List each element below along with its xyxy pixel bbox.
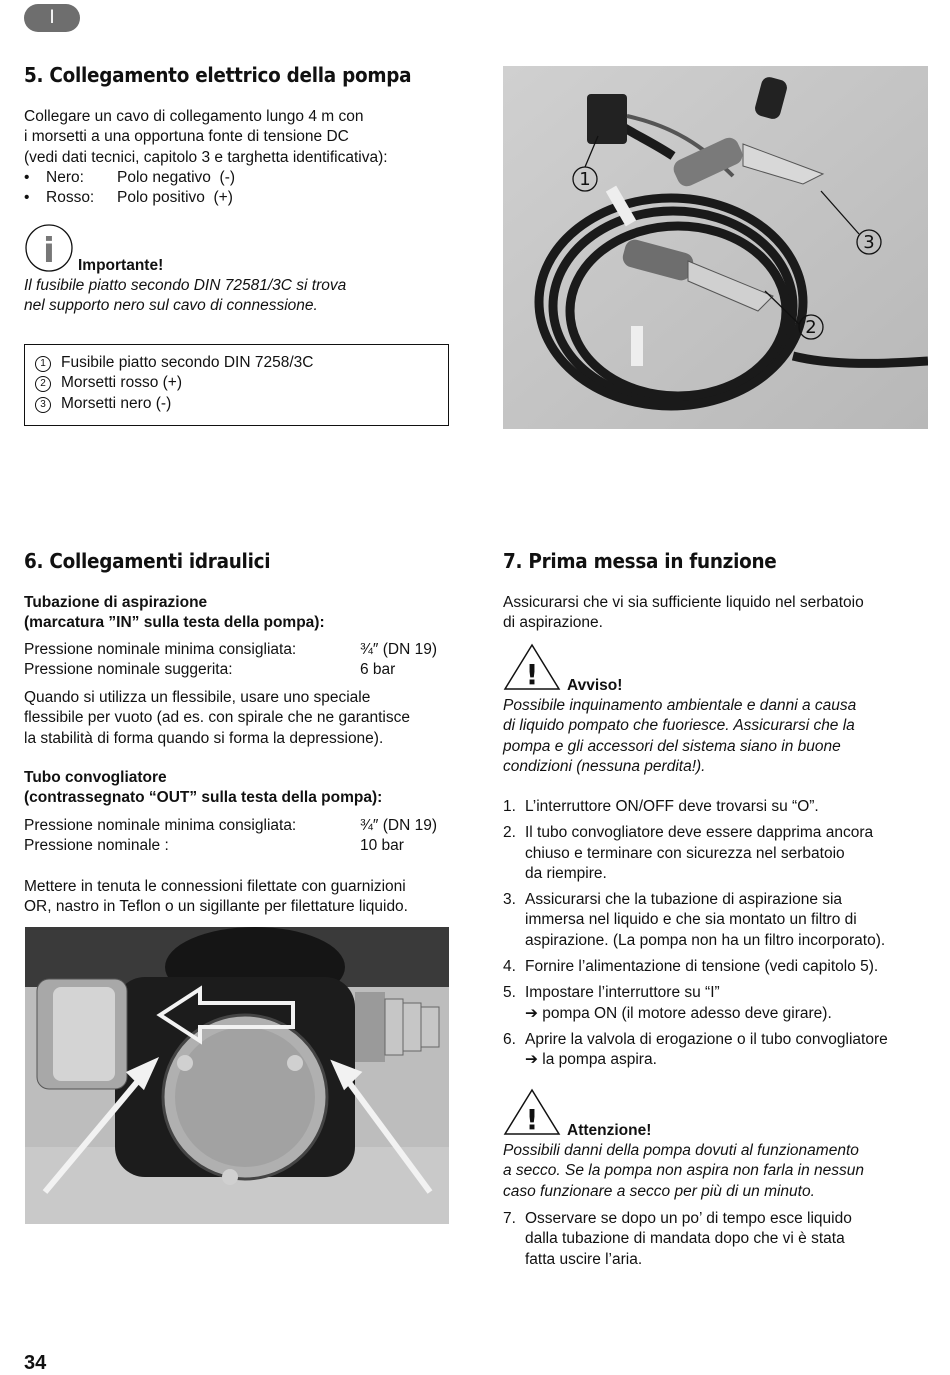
caution-text [503,1141,864,1202]
note-line: OR, nastro in Teflon o un sigillante per filettature liquido. [24,898,408,916]
legend-text: Morsetti rosso (+) [61,374,183,392]
step-line: ➔ la pompa aspira. [525,1051,657,1069]
section-7-title: 7. Prima messa in funzione [503,549,777,573]
step-item [503,983,933,1024]
delivery-heading [24,768,382,809]
legend-number: 3 [35,397,51,413]
intro-line: (vedi dati tecnici, capitolo 3 e targhetta identificativa): [24,148,388,166]
bullet-positive [24,188,484,208]
important-text [24,276,346,317]
section-6-title: 6. Collegamenti idraulici [24,549,271,573]
heading-line: (contrassegnato “OUT” sulla testa della pompa): [24,789,383,807]
step-item [503,1209,933,1270]
spec-value: 6 bar [360,661,396,679]
step-line: fatta uscire l’aria. [525,1250,643,1268]
note-line: Mettere in tenuta le connessioni filettate con guarnizioni [24,878,406,895]
warning-line: Possibile inquinamento ambientale e danni a causa [503,697,857,714]
photo-callout: 3 [863,232,875,253]
section-7-intro [503,593,864,634]
spec-row [24,660,454,680]
important-line: nel supporto nero sul cavo di connessione. [24,297,318,315]
spec-value: 10 bar [360,837,404,855]
step-number: 7. [503,1210,516,1227]
final-step [503,1209,933,1276]
legend-item [35,373,438,393]
step-number: 3. [503,891,516,909]
intro-line: Collegare un cavo di collegamento lungo 4 m con [24,108,364,125]
step-number: 4. [503,958,516,976]
warning-icon [503,643,561,696]
step-line: immersa nel liquido e che sia montato un filtro di [525,911,857,929]
photo-callout: 1 [579,169,591,190]
caution-line: a secco. Se la pompa non aspira non farla in nessun [503,1162,865,1180]
spec-value: ¾″ (DN 19) [360,641,437,658]
seal-note [24,877,408,918]
spec-label: Pressione nominale suggerita: [24,661,233,679]
svg-text:!: ! [525,658,539,691]
intro-line: di aspirazione. [503,614,603,632]
step-number: 2. [503,824,516,842]
step-number: 6. [503,1030,516,1048]
pump-photo [25,927,449,1224]
section-5-intro [24,107,484,208]
spec-label: Pressione nominale minima consigliata: [24,641,297,658]
intro-line: i morsetti a una opportuna fonte di tensione DC [24,128,349,146]
step-line: dalla tubazione di mandata dopo che vi è stata [525,1230,845,1248]
note-line: flessibile per vuoto (ad es. con spirale che ne garantisce [24,709,410,727]
warning-line: pompa e gli accessori del sistema siano in buone [503,737,841,755]
legend-item [35,394,438,414]
legend-text: Fusibile piatto secondo DIN 7258/3C [61,354,314,371]
spec-row [24,836,454,856]
language-tab: I [24,4,80,32]
step-line: Assicurarsi che la tubazione di aspirazione sia [525,891,843,909]
step-item [503,1030,933,1071]
step-line: chiuso e terminare con sicurezza nel serbatoio [525,844,845,862]
caution-line: caso funzionare a secco per più di un minuto. [503,1182,815,1200]
page-number: 34 [24,1352,47,1374]
caution-icon [503,1088,561,1141]
warning-line: condizioni (nessuna perdita!). [503,757,706,775]
bullet-value: Polo positivo (+) [117,189,233,207]
step-line: Fornire l’alimentazione di tensione (vedi capitolo 5). [525,958,879,976]
bullet-key: Rosso: [46,189,95,207]
spec-value: ¾″ (DN 19) [360,817,437,834]
step-number: 5. [503,984,516,1002]
step-line: Aprire la valvola di erogazione o il tubo convogliatore [525,1030,888,1048]
bullet-mark: • [24,189,30,207]
spec-row [24,816,454,836]
note-line: la stabilità di forma quando si forma la depressione). [24,729,384,747]
legend-number: 2 [35,376,51,392]
bullet-value: Polo negativo (-) [117,168,236,186]
warning-text [503,696,856,777]
section-5-title: 5. Collegamento elettrico della pompa [24,63,412,87]
warning-line: di liquido pompato che fuoriesce. Assicurarsi che la [503,717,855,735]
spec-label: Pressione nominale : [24,837,169,855]
step-line: da riempire. [525,864,607,882]
heading-line: Tubazione di aspirazione [24,594,208,611]
step-line: Osservare se dopo un po’ di tempo esce liquido [525,1210,852,1227]
legend-number: 1 [35,356,51,372]
step-line: Il tubo convogliatore deve essere dapprima ancora [525,824,874,842]
info-icon [24,224,76,279]
svg-text:i: i [43,231,55,271]
step-item [503,797,933,817]
warning-label: Avviso! [567,677,623,694]
suction-specs [24,640,454,681]
photo-callout: 2 [805,317,817,338]
caution-label: Attenzione! [567,1122,652,1139]
bullet-key: Nero: [46,168,84,186]
heading-line: (marcatura ”IN” sulla testa della pompa): [24,614,325,632]
note-line: Quando si utilizza un flessibile, usare uno speciale [24,689,371,706]
step-line: aspirazione. (La pompa non ha un filtro incorporato). [525,931,886,949]
important-label: Importante! [78,257,164,274]
step-line: L’interruttore ON/OFF deve trovarsi su “O”. [525,798,819,815]
heading-line: Tubo convogliatore [24,769,167,786]
caution-line: Possibili danni della pompa dovuti al funzionamento [503,1142,859,1159]
step-number: 1. [503,798,516,815]
step-item [503,890,933,951]
important-line: Il fusibile piatto secondo DIN 72581/3C si trova [24,277,347,294]
svg-text:!: ! [525,1103,539,1136]
bullet-negative [24,168,484,188]
spec-row [24,640,454,660]
step-item [503,957,933,977]
startup-steps [503,797,933,1077]
delivery-specs [24,816,454,857]
legend-text: Morsetti nero (-) [61,394,172,412]
bullet-mark: • [24,168,30,186]
intro-line: Assicurarsi che vi sia sufficiente liquido nel serbatoio [503,594,864,611]
legend-box [24,344,449,426]
suction-heading [24,593,325,634]
legend-item [35,353,438,373]
step-line: ➔ pompa ON (il motore adesso deve girare). [525,1004,832,1022]
suction-note [24,688,410,749]
spec-label: Pressione nominale minima consigliata: [24,817,297,834]
cable-clamps-photo [503,66,928,429]
step-line: Impostare l’interruttore su “I” [525,984,720,1002]
step-item [503,823,933,884]
